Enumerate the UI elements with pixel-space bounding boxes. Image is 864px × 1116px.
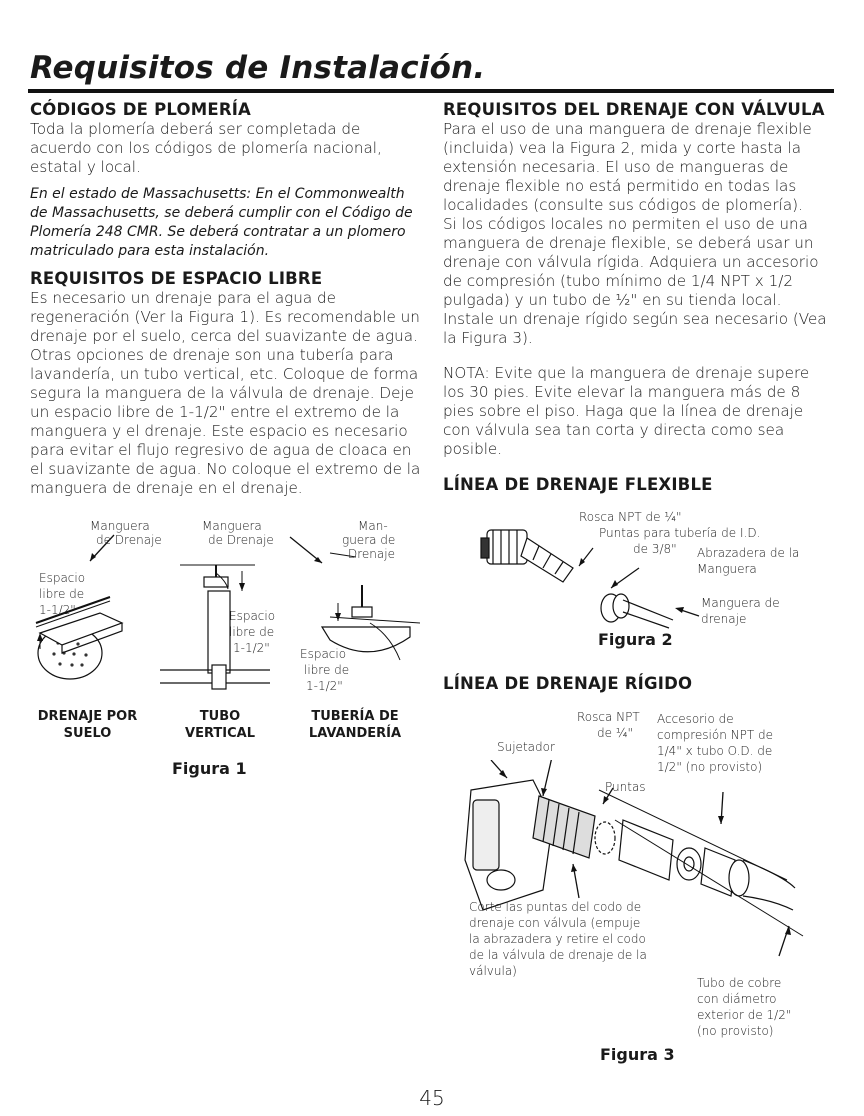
fig1-space1-label-b: libre de bbox=[39, 587, 85, 601]
fig3-tube-label-a: Tubo de cobre bbox=[697, 976, 782, 990]
fig3-cut-label-c: la abrazadera y retire el codo bbox=[469, 932, 646, 946]
figure-3-title: Figura 3 bbox=[600, 1045, 675, 1064]
page-title: Requisitos de Instalación. bbox=[30, 50, 486, 86]
page-number: 45 bbox=[419, 1086, 445, 1110]
fig1-caption-standpipe: TUBO VERTICAL bbox=[185, 709, 255, 741]
valve-drain-text-2: Si los códigos locales no permiten el uso de una manguera de drenaje flexible, se deberá usar un drenaje con válvula rígida. Adquiera un accesorio de compresión (tubo mínimo de 1/4 NPT x 1/2 pulgada) y un tubo de ½" en su tienda local. Instale un drenaje rígido según sea necesario (Vea la Figura 3). bbox=[443, 215, 827, 347]
fig1-space3-label-c: 1-1/2" bbox=[306, 679, 343, 693]
figure-2-title: Figura 2 bbox=[598, 630, 673, 649]
hose-clamp bbox=[601, 594, 673, 628]
fig3-fitting-label-b: compresión NPT de bbox=[657, 728, 774, 742]
fig1-space1-label-a: Espacio bbox=[39, 571, 86, 585]
fig3-cut-label-a: Corte las puntas del codo de bbox=[469, 900, 642, 914]
fig3-thread-label-b: de ¼" bbox=[597, 726, 633, 740]
fig1-space2-label-b: libre de bbox=[229, 625, 275, 639]
title-rule bbox=[28, 89, 834, 93]
valve-drain-heading: REQUISITOS DEL DRENAJE CON VÁLVULA bbox=[443, 100, 825, 119]
fig1-caption-floor: DRENAJE POR SUELO bbox=[37, 709, 138, 741]
fig3-tube-label-d: (no provisto) bbox=[697, 1024, 774, 1038]
fig2-hose-label-b: drenaje bbox=[701, 612, 747, 626]
fig3-barbs-label: Puntas bbox=[605, 780, 646, 794]
figure-1 bbox=[30, 515, 420, 785]
fig2-hose-label-a: Manguera de bbox=[701, 596, 780, 610]
fig1-space1-label-c: 1-1/2" bbox=[39, 603, 76, 617]
fig3-thread-label-a: Rosca NPT bbox=[577, 710, 640, 724]
fig3-fitting-label-c: 1/4" x tubo O.D. de bbox=[657, 744, 773, 758]
fig3-cut-label-d: de la válvula de drenaje de la bbox=[469, 948, 647, 962]
fig2-barbs-label-b: de 3/8" bbox=[633, 542, 677, 556]
fig1-hose1-label-a: Manguera bbox=[90, 519, 150, 533]
fig1-hose2-label-b: de Drenaje bbox=[208, 533, 274, 547]
plumbing-codes-text: Toda la plomería deberá ser completada de acuerdo con los códigos de plomería nacional, estatal y local. bbox=[30, 120, 382, 176]
rigid-drain-heading: LÍNEA DE DRENAJE RÍGIDO bbox=[443, 674, 693, 693]
fig3-cut-label-b: drenaje con válvula (empuje bbox=[469, 916, 641, 930]
fig3-tube-label-c: exterior de 1/2" bbox=[697, 1008, 792, 1022]
fig1-space2-label-c: 1-1/2" bbox=[233, 641, 270, 655]
fig3-fitting-label-d: 1/2" (no provisto) bbox=[657, 760, 763, 774]
plumbing-codes-heading: CÓDIGOS DE PLOMERÍA bbox=[30, 100, 252, 119]
fig3-fitting-label-a: Accesorio de bbox=[657, 712, 734, 726]
standpipe bbox=[208, 591, 230, 673]
fig3-cut-label-e: válvula) bbox=[469, 964, 517, 978]
laundry-hose-clip bbox=[352, 607, 372, 617]
fig1-space2-label-a: Espacio bbox=[229, 609, 276, 623]
fig1-hose3-label-c: Drenaje bbox=[348, 547, 395, 561]
right-column bbox=[443, 100, 835, 495]
fig2-clamp-label-a: Abrazadera de la bbox=[697, 546, 800, 560]
floor-drain-holes bbox=[52, 639, 87, 666]
fig1-caption-laundry: TUBERÍA DE LAVANDERÍA bbox=[308, 709, 402, 741]
space-requirements-heading: REQUISITOS DE ESPACIO LIBRE bbox=[30, 269, 323, 288]
fig1-hose3-label-b: guera de bbox=[342, 533, 396, 547]
fig2-clamp-label-b: Manguera bbox=[697, 562, 757, 576]
left-column bbox=[30, 100, 422, 498]
figure-2 bbox=[443, 508, 835, 658]
space-requirements-text: Es necesario un drenaje para el agua de regeneración (Ver la Figura 1). Es recomendable un drenaje por el suelo, cerca del suavizante de agua. Otras opciones de drenaje son una tubería para lavandería, un tubo vertical, etc. Coloque de forma segura la manguera de la válvula de drenaje. Deje un espacio libre de 1-1/2" entre el extremo de la manguera y el drenaje. Este espacio es necesario para evitar el flujo regresivo de agua de cloaca en el suavizante de agua. No coloque el extremo de la manguera de drenaje en el drenaje. bbox=[30, 289, 421, 497]
fig3-clip-label: Sujetador bbox=[497, 740, 555, 754]
fig2-thread-label: Rosca NPT de ¼" bbox=[579, 510, 682, 524]
valve-elbow bbox=[481, 530, 573, 582]
fig1-hose3-label-a: Man- bbox=[358, 519, 388, 533]
massachusetts-text: En el estado de Massachusetts: En el Commonwealth de Massachusetts, se deberá cumplir con el Código de Plomería 248 CMR. Se deberá contratar a un plomero matriculado para esta instalación. bbox=[30, 186, 413, 259]
fig1-space3-label-b: libre de bbox=[304, 663, 350, 677]
compression-fitting bbox=[619, 820, 795, 910]
fig1-hose2-label-a: Manguera bbox=[202, 519, 262, 533]
fig1-hose1-label-b: de Drenaje bbox=[96, 533, 162, 547]
figure-3 bbox=[443, 700, 835, 1070]
flexible-drain-heading: LÍNEA DE DRENAJE FLEXIBLE bbox=[443, 475, 713, 494]
valve-drain-text-1: Para el uso de una manguera de drenaje flexible (incluida) vea la Figura 2, mida y corte hasta la extensión necesaria. El uso de mangueras de drenaje flexible no está permitido en todas las localidades (consulte sus códigos de plomería). bbox=[443, 120, 812, 214]
note-text: NOTA: Evite que la manguera de drenaje supere los 30 pies. Evite elevar la manguera más de 8 pies sobre el piso. Haga que la línea de drenaje con válvula sea tan corta y directa como sea posible. bbox=[443, 364, 810, 458]
figure-1-title: Figura 1 bbox=[172, 759, 247, 778]
fig2-barbs-label-a: Puntas para tubería de I.D. bbox=[599, 526, 761, 540]
fig3-tube-label-b: con diámetro bbox=[697, 992, 777, 1006]
fig1-space3-label-a: Espacio bbox=[300, 647, 347, 661]
